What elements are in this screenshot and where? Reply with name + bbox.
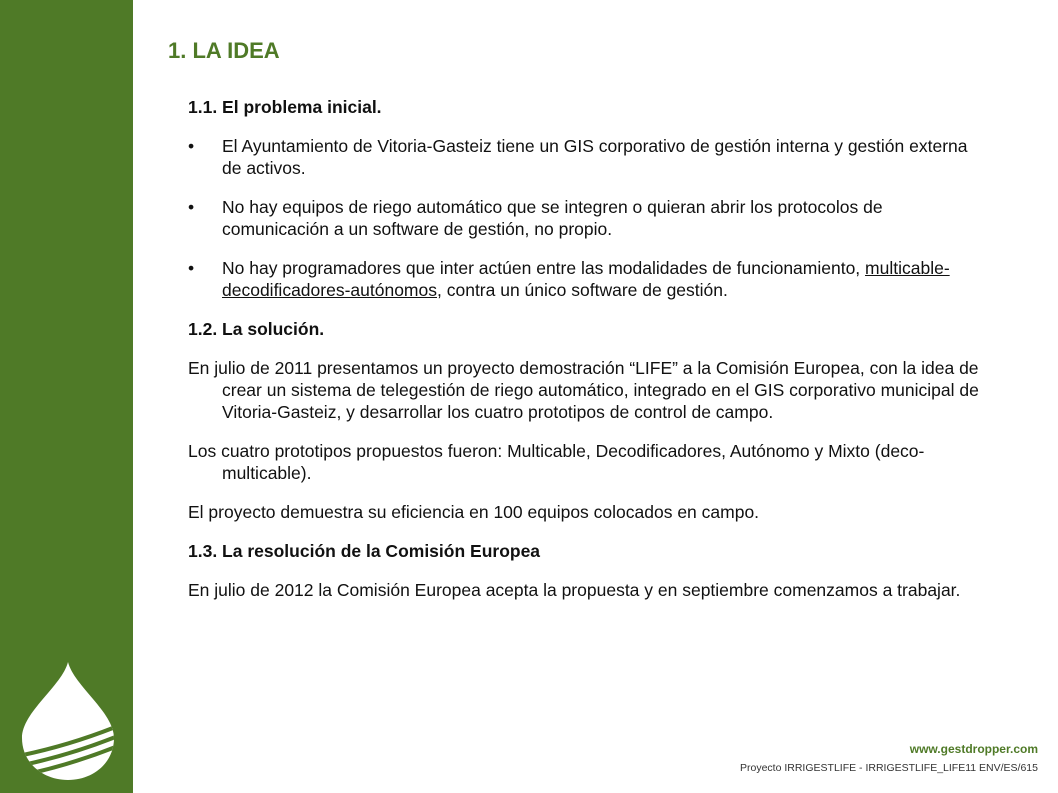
section-heading-resolution: 1.3. La resolución de la Comisión Europea: [188, 541, 541, 561]
website-link[interactable]: www.gestdropper.com: [909, 742, 1038, 756]
slide-content: [188, 96, 988, 618]
water-drop-logo-icon: [18, 660, 118, 782]
bullet-text-pre: No hay programadores que inter actúen entre las modalidades de funcionamiento,: [222, 258, 866, 278]
paragraph: En julio de 2012 la Comisión Europea acepta la propuesta y en septiembre comenzamos a trabajar.: [188, 580, 961, 600]
sidebar-band: [0, 0, 133, 793]
bullet-item: [188, 257, 988, 301]
bullet-text: No hay equipos de riego automático que se integren o quieran abrir los protocolos de comunicación a un software de gestión, no propio.: [222, 197, 883, 239]
paragraph: El proyecto demuestra su eficiencia en 100 equipos colocados en campo.: [188, 502, 760, 522]
bullet-text-post: , contra un único software de gestión.: [437, 280, 728, 300]
bullet-text: El Ayuntamiento de Vitoria-Gasteiz tiene un GIS corporativo de gestión interna y gestión externa de activos.: [222, 136, 968, 178]
underlined-term: multicable-decodificadores-autónomos: [222, 258, 950, 300]
paragraph: En julio de 2011 presentamos un proyecto demostración “LIFE” a la Comisión Europea, con la idea de crear un sistema de telegestión de riego automático, integrado en el GIS corporativo municipal de Vitoria-Gasteiz, y desarrollar los cuatro prototipos de control de campo.: [188, 358, 979, 422]
section-heading-solution: 1.2. La solución.: [188, 319, 325, 339]
project-footer: Proyecto IRRIGESTLIFE - IRRIGESTLIFE_LIFE11 ENV/ES/615: [740, 762, 1038, 774]
bullet-item: [188, 196, 988, 240]
bullet-item: [188, 135, 988, 179]
bullet-dot: •: [188, 197, 195, 217]
page-title: 1. LA IDEA: [168, 38, 280, 63]
paragraph: Los cuatro prototipos propuestos fueron: Multicable, Decodificadores, Autónomo y Mixto (deco-multicable).: [188, 441, 925, 483]
bullet-dot: •: [188, 258, 195, 278]
section-heading-problem: 1.1. El problema inicial.: [188, 97, 382, 117]
bullet-dot: •: [188, 136, 195, 156]
